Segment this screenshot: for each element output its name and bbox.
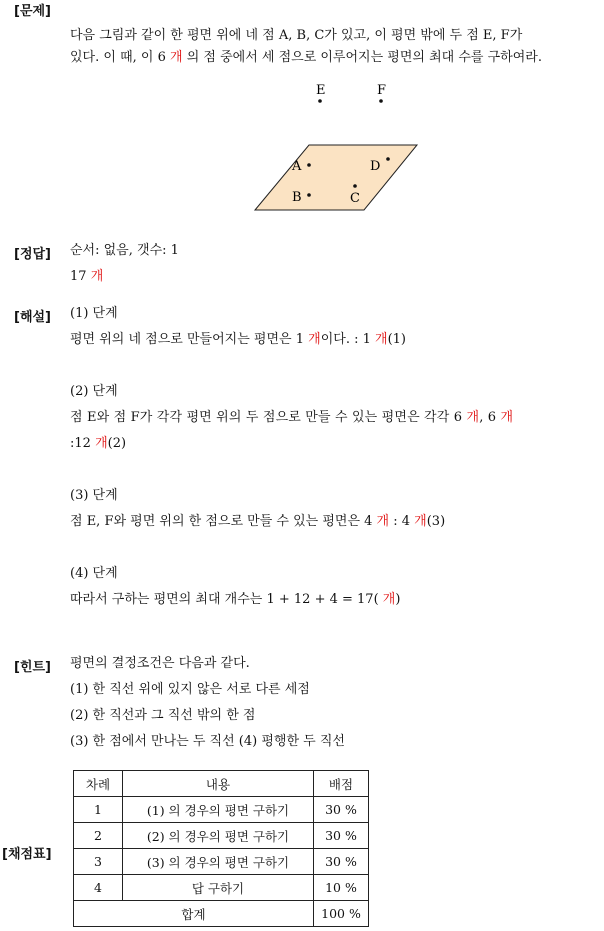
plane-parallelogram: [255, 145, 417, 210]
point-F: [379, 99, 383, 103]
row-content: (3) 의 경우의 평면 구하기: [123, 849, 314, 875]
point-E: [318, 99, 322, 103]
hint-line-2: (1) 한 직선 위에 있지 않은 서로 다른 세점: [70, 682, 310, 697]
row-content: (1) 의 경우의 평면 구하기: [123, 797, 314, 823]
row-score: 10 %: [314, 875, 369, 901]
step2-text: 점 E와 점 F가 각각 평면 위의 두 점으로 만들 수 있는 평면은 각각 6 개, 6 개: [70, 410, 514, 425]
step3-text: 점 E, F와 평면 위의 한 점으로 만들 수 있는 평면은 4 개 : 4 개(3): [70, 514, 446, 529]
point-A-label: A: [292, 159, 302, 174]
table-row: [74, 797, 369, 823]
row-order: 1: [74, 797, 123, 823]
step1-title: (1) 단계: [70, 306, 118, 321]
hint-line-3: (2) 한 직선과 그 직선 밖의 한 점: [70, 708, 256, 723]
answer-value: 17 개: [70, 269, 104, 284]
row-score: 30 %: [314, 797, 369, 823]
step1-text: 평면 위의 네 점으로 만들어지는 평면은 1 개이다. : 1 개(1): [70, 332, 406, 347]
solution-label: [해설]: [14, 310, 51, 325]
table-header-row: [74, 771, 369, 797]
point-C: [353, 184, 357, 188]
hint-line-1: 평면의 결정조건은 다음과 같다.: [70, 656, 250, 671]
point-F-label: F: [377, 83, 387, 98]
header-order: 차례: [74, 771, 123, 797]
problem-label: [문제]: [14, 4, 51, 19]
total-value: 100 %: [314, 901, 369, 927]
step2-title: (2) 단계: [70, 384, 118, 399]
grading-table: [73, 770, 369, 927]
row-order: 4: [74, 875, 123, 901]
header-content: 내용: [123, 771, 314, 797]
grading-label: [채점표]: [2, 847, 52, 862]
answer-meta: 순서: 없음, 갯수: 1: [70, 243, 179, 258]
total-label: 합계: [74, 901, 314, 927]
problem-line-1: 다음 그림과 같이 한 평면 위에 네 점 A, B, C가 있고, 이 평면 밖에 두 점 E, F가: [70, 28, 523, 43]
row-content: 답 구하기: [123, 875, 314, 901]
row-order: 3: [74, 849, 123, 875]
step3-title: (3) 단계: [70, 488, 118, 503]
table-row: [74, 875, 369, 901]
row-content: (2) 의 경우의 평면 구하기: [123, 823, 314, 849]
point-E-label: E: [316, 83, 326, 98]
table-row: [74, 823, 369, 849]
row-score: 30 %: [314, 849, 369, 875]
point-B-label: B: [292, 190, 302, 205]
step4-title: (4) 단계: [70, 566, 118, 581]
point-D: [386, 157, 390, 161]
point-A: [307, 163, 311, 167]
hint-label: [힌트]: [14, 660, 51, 675]
step2-result: :12 개(2): [70, 436, 127, 451]
point-B: [307, 193, 311, 197]
point-C-label: C: [350, 191, 360, 206]
hint-line-4: (3) 한 점에서 만나는 두 직선 (4) 평행한 두 직선: [70, 734, 345, 749]
row-order: 2: [74, 823, 123, 849]
table-row: [74, 849, 369, 875]
header-score: 배점: [314, 771, 369, 797]
plane-figure: [250, 80, 425, 215]
point-D-label: D: [370, 159, 381, 174]
problem-line-2: 있다. 이 때, 이 6 개 의 점 중에서 세 점으로 이루어지는 평면의 최대 수를 구하여라.: [70, 50, 542, 65]
step4-text: 따라서 구하는 평면의 최대 개수는 1 + 12 + 4 = 17( 개): [70, 592, 401, 607]
table-total-row: [74, 901, 369, 927]
answer-label: [정답]: [14, 247, 51, 262]
row-score: 30 %: [314, 823, 369, 849]
